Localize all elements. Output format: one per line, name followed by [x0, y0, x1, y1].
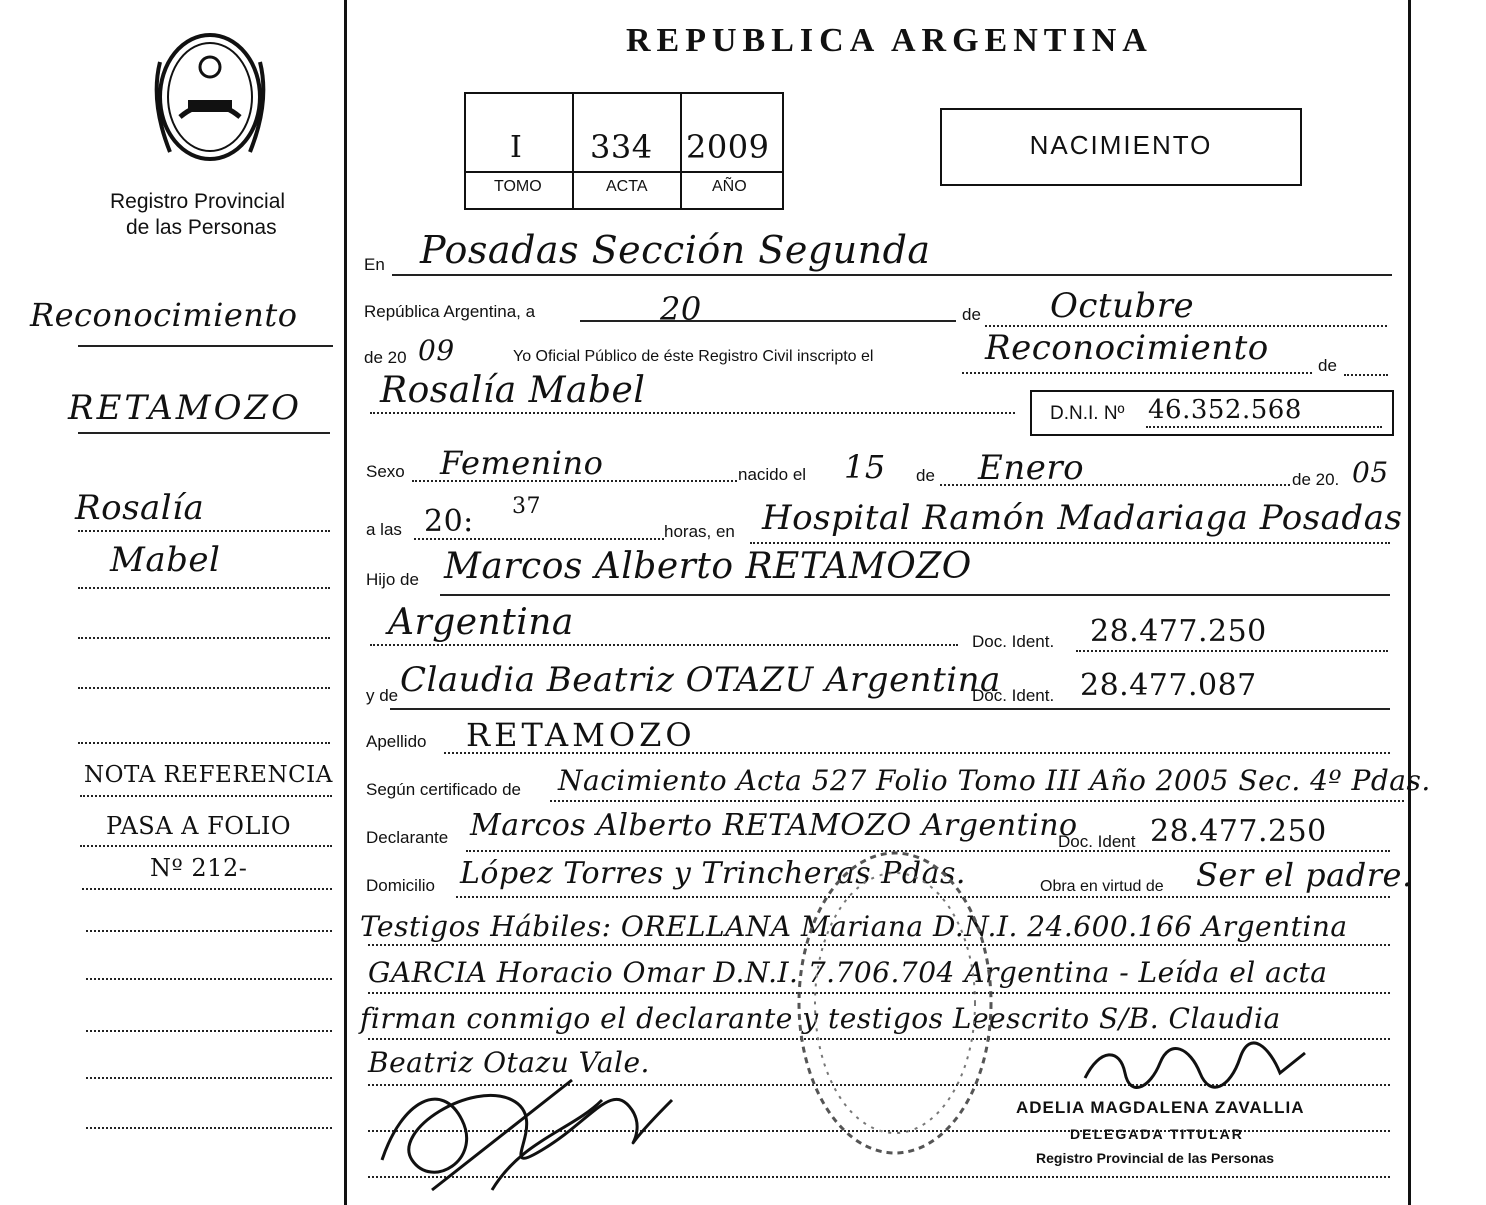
label-segun: Según certificado de — [366, 780, 521, 799]
record-type-box — [940, 108, 1302, 186]
value-nombre: Rosalía Mabel — [380, 370, 646, 411]
label-de20b: de 20. — [1292, 470, 1340, 489]
margin-nombre2: Mabel — [110, 540, 221, 580]
value-cuerpo3: firman conmigo el declarante y testigos Leescrito S/B. Claudia — [360, 1002, 1281, 1035]
value-anio-suffix: 09 — [418, 334, 455, 367]
value-padre-nac: Argentina — [388, 602, 574, 643]
label-obra: Obra en virtud de — [1040, 878, 1164, 895]
anio-value: 2009 — [686, 128, 770, 166]
label-dni: D.N.I. Nº — [1050, 403, 1125, 424]
margin-apellido: RETAMOZO — [68, 388, 302, 428]
value-obra: Ser el padre. — [1196, 856, 1413, 894]
label-docident1: Doc. Ident. — [972, 632, 1055, 651]
value-hora: 20: — [424, 504, 474, 539]
label-de: de — [962, 305, 981, 324]
label-docident3: Doc. Ident — [1058, 832, 1136, 851]
seal-icon — [140, 22, 280, 167]
value-domicilio: López Torres y Trincheras Pdas. — [460, 856, 966, 891]
agency-name-line2: de las Personas — [126, 216, 277, 239]
label-horas: horas, en — [664, 522, 735, 541]
tomo-value: I — [510, 130, 523, 165]
official-stamp-icon — [790, 838, 1000, 1168]
margin-nota-line1: NOTA REFERENCIA — [84, 762, 333, 788]
label-apellido: Apellido — [366, 732, 427, 751]
value-lugar: Posadas Sección Segunda — [420, 228, 931, 272]
acta-label: ACTA — [606, 178, 648, 195]
tomo-label: TOMO — [494, 178, 542, 195]
anio-label: AÑO — [712, 178, 747, 195]
dni-box — [1030, 390, 1394, 436]
value-mes-nac: Enero — [978, 448, 1085, 488]
margin-nota-line2: PASA A FOLIO — [106, 812, 292, 840]
value-apellido: RETAMOZO — [466, 716, 696, 754]
record-type: NACIMIENTO — [1029, 130, 1213, 160]
officer-signature-icon — [1080, 1038, 1310, 1098]
value-sexo: Femenino — [440, 444, 604, 482]
label-alas: a las — [366, 520, 402, 539]
value-lugar-nac: Hospital Ramón Madariaga Posadas — [762, 498, 1403, 538]
margin-nota-line3: Nº 212- — [150, 854, 248, 882]
value-declarante: Marcos Alberto RETAMOZO Argentino — [470, 808, 1078, 843]
value-cuerpo1: Testigos Hábiles: ORELLANA Mariana D.N.I. 24.600.166 Argentina — [360, 910, 1348, 943]
reference-table — [464, 92, 784, 210]
label-republica: República Argentina, a — [364, 302, 536, 321]
value-padre: Marcos Alberto RETAMOZO — [444, 546, 972, 587]
agency-name-line1: Registro Provincial — [110, 190, 286, 213]
signer-office: Registro Provincial de las Personas — [1036, 1150, 1275, 1166]
value-dia-nac: 15 — [844, 448, 886, 486]
value-mes: Octubre — [1050, 286, 1195, 326]
provincial-seal — [140, 22, 280, 167]
value-madre: Claudia Beatriz OTAZU Argentina — [400, 660, 1001, 700]
label-hijo: Hijo de — [366, 570, 419, 589]
label-oficial: Yo Oficial Público de éste Registro Civil inscripto el — [513, 348, 874, 365]
label-de3: de — [916, 466, 935, 485]
acta-value: 334 — [590, 128, 653, 166]
value-anio-nac: 05 — [1352, 456, 1389, 489]
margin-nombre1: Rosalía — [75, 488, 205, 528]
declarant-signature-icon — [372, 1040, 702, 1200]
signer-title: DELEGADA TITULAR — [1070, 1126, 1244, 1142]
label-docident2: Doc. Ident. — [972, 686, 1055, 705]
signer-name: ADELIA MAGDALENA ZAVALLIA — [1016, 1098, 1305, 1117]
label-en: En — [364, 255, 385, 274]
label-domicilio: Domicilio — [366, 876, 435, 895]
label-declarante: Declarante — [366, 828, 449, 847]
value-declarante-doc: 28.477.250 — [1150, 814, 1327, 849]
label-yde: y de — [366, 686, 399, 705]
value-madre-doc: 28.477.087 — [1080, 668, 1257, 703]
value-certificado: Nacimiento Acta 527 Folio Tomo III Año 2005 Sec. 4º Pdas. — [558, 764, 1431, 797]
value-dni: 46.352.568 — [1148, 395, 1302, 425]
country-title: REPUBLICA ARGENTINA — [626, 22, 1153, 59]
value-cuerpo4: Beatriz Otazu Vale. — [368, 1046, 650, 1079]
label-de2: de — [1318, 356, 1337, 375]
value-minutos: 37 — [512, 494, 541, 519]
label-de20: de 20 — [364, 348, 407, 367]
value-padre-doc: 28.477.250 — [1090, 614, 1267, 649]
label-nacido: nacido el — [738, 465, 807, 484]
label-sexo: Sexo — [366, 462, 405, 481]
value-cuerpo2: GARCIA Horacio Omar D.N.I. 7.706.704 Argentina - Leída el acta — [368, 956, 1328, 989]
value-inscripto: Reconocimiento — [985, 328, 1269, 368]
value-dia: 20 — [660, 290, 702, 328]
margin-note-reconocimiento: Reconocimiento — [30, 296, 298, 334]
